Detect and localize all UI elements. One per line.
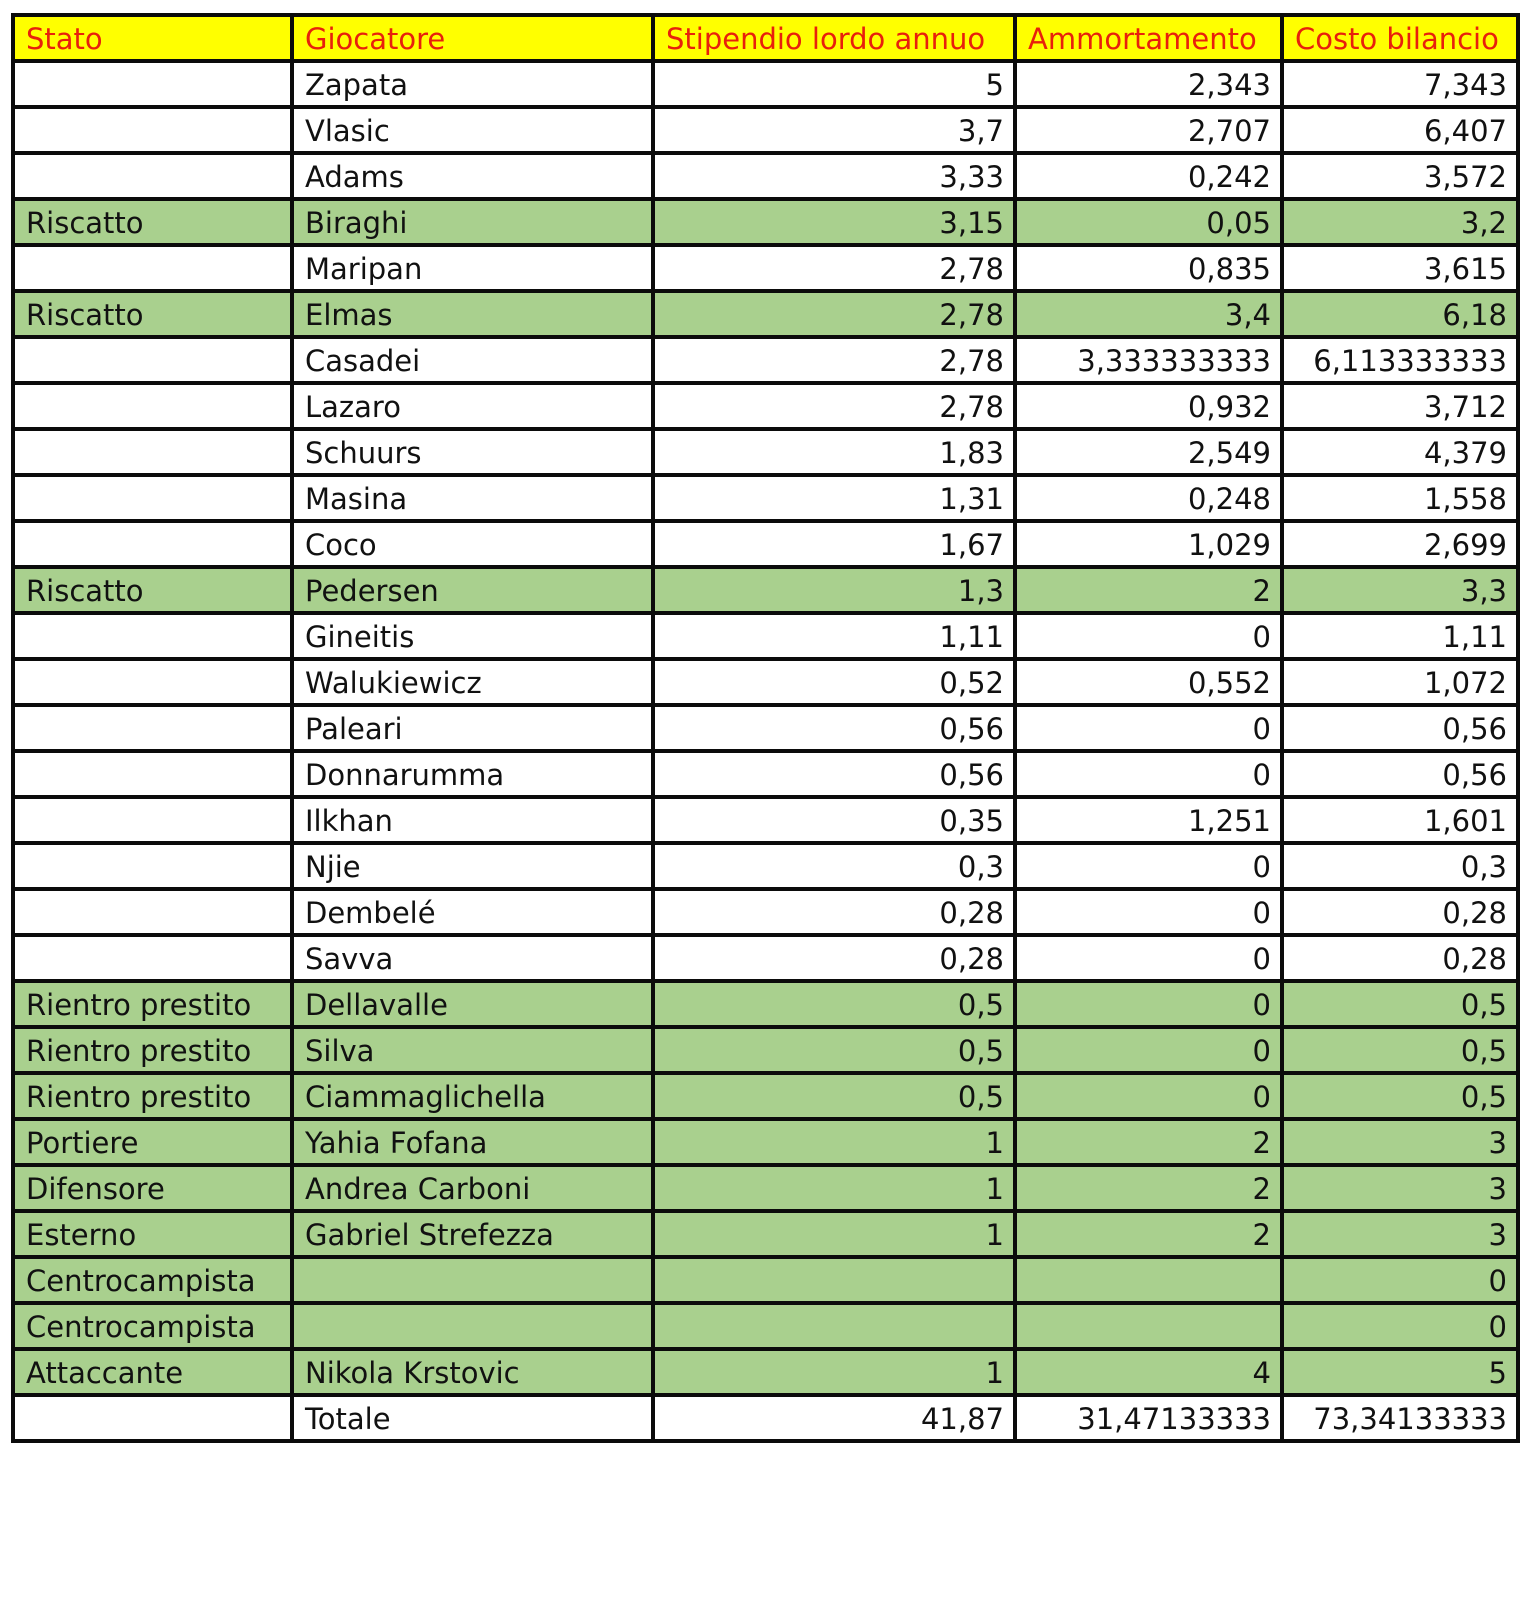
cell-giocatore[interactable]: Coco (292, 521, 653, 567)
cell-ammortamento[interactable]: 1,029 (1015, 521, 1282, 567)
cell-costo-bilancio[interactable]: 5 (1282, 1349, 1518, 1395)
cell-stato[interactable]: Rientro prestito (13, 1073, 292, 1119)
cell-costo-bilancio[interactable]: 3,3 (1282, 567, 1518, 613)
header-costo-bilancio[interactable]: Costo bilancio (1282, 15, 1518, 61)
table-row (13, 935, 1518, 981)
cell-stipendio[interactable]: 1,31 (653, 475, 1015, 521)
cell-costo-bilancio[interactable]: 3,712 (1282, 383, 1518, 429)
cell-ammortamento[interactable]: 2,707 (1015, 107, 1282, 153)
cell-stipendio[interactable]: 1 (653, 1165, 1015, 1211)
table-row (13, 1073, 1518, 1119)
cell-stipendio[interactable]: 0,35 (653, 797, 1015, 843)
cell-costo-bilancio[interactable]: 0 (1282, 1303, 1518, 1349)
cell-stipendio[interactable]: 2,78 (653, 383, 1015, 429)
cell-giocatore[interactable]: Njie (292, 843, 653, 889)
cell-ammortamento[interactable]: 3,333333333 (1015, 337, 1282, 383)
cell-giocatore[interactable]: Zapata (292, 61, 653, 107)
player-cost-table (11, 13, 1520, 1443)
cell-stato[interactable] (13, 889, 292, 935)
cell-giocatore[interactable]: Dellavalle (292, 981, 653, 1027)
cell-costo-bilancio[interactable]: 6,113333333 (1282, 337, 1518, 383)
table-row (13, 843, 1518, 889)
cell-giocatore[interactable]: Ilkhan (292, 797, 653, 843)
cell-stipendio[interactable]: 0,5 (653, 1073, 1015, 1119)
table-row (13, 567, 1518, 613)
cell-costo-bilancio[interactable]: 1,072 (1282, 659, 1518, 705)
table-row (13, 1303, 1518, 1349)
cell-stato[interactable] (13, 429, 292, 475)
cell-ammortamento[interactable]: 0 (1015, 751, 1282, 797)
cell-stipendio[interactable]: 0,5 (653, 981, 1015, 1027)
cell-costo-bilancio[interactable]: 0,28 (1282, 889, 1518, 935)
cell-stipendio[interactable]: 1,11 (653, 613, 1015, 659)
cell-costo-bilancio[interactable]: 1,558 (1282, 475, 1518, 521)
cell-giocatore[interactable]: Andrea Carboni (292, 1165, 653, 1211)
table-row (13, 659, 1518, 705)
cell-ammortamento[interactable]: 0 (1015, 1073, 1282, 1119)
cell-costo-bilancio[interactable]: 73,34133333 (1282, 1395, 1518, 1441)
cell-costo-bilancio[interactable]: 3,572 (1282, 153, 1518, 199)
table-row (13, 429, 1518, 475)
cell-ammortamento[interactable]: 0,05 (1015, 199, 1282, 245)
cell-stato[interactable] (13, 245, 292, 291)
cell-ammortamento[interactable]: 2 (1015, 1165, 1282, 1211)
cell-giocatore[interactable]: Lazaro (292, 383, 653, 429)
cell-ammortamento[interactable]: 31,47133333 (1015, 1395, 1282, 1441)
cell-stipendio[interactable]: 0,28 (653, 935, 1015, 981)
table-row (13, 1165, 1518, 1211)
cell-stato[interactable] (13, 705, 292, 751)
table-row (13, 1211, 1518, 1257)
table-row (13, 107, 1518, 153)
cell-costo-bilancio[interactable]: 0 (1282, 1257, 1518, 1303)
cell-giocatore[interactable]: Vlasic (292, 107, 653, 153)
cell-stato[interactable]: Centrocampista (13, 1303, 292, 1349)
cell-stipendio[interactable]: 3,15 (653, 199, 1015, 245)
cell-stato[interactable] (13, 1395, 292, 1441)
cell-stipendio[interactable]: 3,7 (653, 107, 1015, 153)
table-row (13, 889, 1518, 935)
table-row (13, 199, 1518, 245)
cell-stato[interactable]: Attaccante (13, 1349, 292, 1395)
cell-stipendio[interactable]: 1 (653, 1349, 1015, 1395)
cell-stipendio[interactable] (653, 1257, 1015, 1303)
cell-stipendio[interactable] (653, 1303, 1015, 1349)
cell-stato[interactable]: Esterno (13, 1211, 292, 1257)
header-stipendio[interactable]: Stipendio lordo annuo (653, 15, 1015, 61)
cell-stipendio[interactable]: 0,28 (653, 889, 1015, 935)
cell-costo-bilancio[interactable]: 3,615 (1282, 245, 1518, 291)
cell-ammortamento[interactable] (1015, 1257, 1282, 1303)
table-row (13, 1257, 1518, 1303)
header-row (13, 15, 1518, 61)
cell-costo-bilancio[interactable]: 6,18 (1282, 291, 1518, 337)
cell-costo-bilancio[interactable]: 3 (1282, 1119, 1518, 1165)
cell-giocatore[interactable]: Pedersen (292, 567, 653, 613)
table-row (13, 705, 1518, 751)
cell-costo-bilancio[interactable]: 0,5 (1282, 981, 1518, 1027)
cell-stato[interactable]: Rientro prestito (13, 1027, 292, 1073)
cell-ammortamento[interactable]: 3,4 (1015, 291, 1282, 337)
table-row (13, 245, 1518, 291)
cell-giocatore[interactable] (292, 1303, 653, 1349)
cell-ammortamento[interactable]: 0 (1015, 843, 1282, 889)
table-row (13, 981, 1518, 1027)
cell-stipendio[interactable]: 1,83 (653, 429, 1015, 475)
cell-stipendio[interactable]: 2,78 (653, 337, 1015, 383)
cell-stato[interactable] (13, 383, 292, 429)
cell-stato[interactable]: Portiere (13, 1119, 292, 1165)
cell-stato[interactable]: Riscatto (13, 567, 292, 613)
cell-giocatore[interactable]: Paleari (292, 705, 653, 751)
cell-ammortamento[interactable]: 0 (1015, 705, 1282, 751)
cell-giocatore[interactable]: Maripan (292, 245, 653, 291)
cell-ammortamento[interactable]: 2,549 (1015, 429, 1282, 475)
cell-giocatore[interactable]: Silva (292, 1027, 653, 1073)
header-giocatore[interactable]: Giocatore (292, 15, 653, 61)
cell-ammortamento[interactable]: 0 (1015, 613, 1282, 659)
table-row (13, 613, 1518, 659)
cell-stipendio[interactable]: 0,5 (653, 1027, 1015, 1073)
cell-stipendio[interactable]: 5 (653, 61, 1015, 107)
cell-ammortamento[interactable]: 1,251 (1015, 797, 1282, 843)
table-row (13, 153, 1518, 199)
cell-stato[interactable] (13, 521, 292, 567)
cell-costo-bilancio[interactable]: 0,3 (1282, 843, 1518, 889)
cell-costo-bilancio[interactable]: 6,407 (1282, 107, 1518, 153)
cell-ammortamento[interactable]: 0 (1015, 935, 1282, 981)
cell-stipendio[interactable]: 2,78 (653, 245, 1015, 291)
cell-ammortamento[interactable]: 0 (1015, 1027, 1282, 1073)
cell-stato[interactable]: Difensore (13, 1165, 292, 1211)
cell-costo-bilancio[interactable]: 7,343 (1282, 61, 1518, 107)
cell-giocatore[interactable]: Gabriel Strefezza (292, 1211, 653, 1257)
cell-stipendio[interactable]: 1,67 (653, 521, 1015, 567)
cell-ammortamento[interactable]: 0,242 (1015, 153, 1282, 199)
cell-stato[interactable] (13, 337, 292, 383)
cell-ammortamento[interactable]: 0,932 (1015, 383, 1282, 429)
cell-giocatore[interactable]: Nikola Krstovic (292, 1349, 653, 1395)
cell-giocatore[interactable]: Elmas (292, 291, 653, 337)
cell-stipendio[interactable]: 0,52 (653, 659, 1015, 705)
cell-stipendio[interactable]: 0,56 (653, 705, 1015, 751)
cell-stipendio[interactable]: 2,78 (653, 291, 1015, 337)
cell-stipendio[interactable]: 0,56 (653, 751, 1015, 797)
table-row (13, 1027, 1518, 1073)
cell-stipendio[interactable]: 1 (653, 1119, 1015, 1165)
cell-giocatore[interactable]: Walukiewicz (292, 659, 653, 705)
cell-stipendio[interactable]: 3,33 (653, 153, 1015, 199)
cell-ammortamento[interactable]: 2 (1015, 1211, 1282, 1257)
table-row (13, 797, 1518, 843)
cell-giocatore[interactable]: Casadei (292, 337, 653, 383)
cell-giocatore[interactable]: Schuurs (292, 429, 653, 475)
cell-ammortamento[interactable]: 2 (1015, 1119, 1282, 1165)
cell-ammortamento[interactable]: 2,343 (1015, 61, 1282, 107)
cell-giocatore[interactable]: Totale (292, 1395, 653, 1441)
cell-stipendio[interactable]: 41,87 (653, 1395, 1015, 1441)
cell-giocatore[interactable]: Gineitis (292, 613, 653, 659)
cell-costo-bilancio[interactable]: 3 (1282, 1165, 1518, 1211)
cell-giocatore[interactable]: Dembelé (292, 889, 653, 935)
cell-costo-bilancio[interactable]: 0,5 (1282, 1073, 1518, 1119)
cell-costo-bilancio[interactable]: 3 (1282, 1211, 1518, 1257)
table-row (13, 1119, 1518, 1165)
cell-giocatore[interactable]: Adams (292, 153, 653, 199)
cell-giocatore[interactable]: Biraghi (292, 199, 653, 245)
cell-giocatore[interactable]: Ciammaglichella (292, 1073, 653, 1119)
cell-stato[interactable] (13, 613, 292, 659)
cell-ammortamento[interactable]: 0 (1015, 981, 1282, 1027)
cell-giocatore[interactable]: Savva (292, 935, 653, 981)
table-row (13, 475, 1518, 521)
table-row (13, 751, 1518, 797)
cell-costo-bilancio[interactable]: 1,601 (1282, 797, 1518, 843)
cell-giocatore[interactable] (292, 1257, 653, 1303)
cell-giocatore[interactable]: Masina (292, 475, 653, 521)
cell-stato[interactable] (13, 659, 292, 705)
cell-giocatore[interactable]: Donnarumma (292, 751, 653, 797)
header-ammortamento[interactable]: Ammortamento (1015, 15, 1282, 61)
cell-costo-bilancio[interactable]: 0,28 (1282, 935, 1518, 981)
cell-stato[interactable] (13, 153, 292, 199)
cell-stato[interactable]: Riscatto (13, 199, 292, 245)
cell-ammortamento[interactable]: 4 (1015, 1349, 1282, 1395)
cell-stato[interactable] (13, 797, 292, 843)
cell-costo-bilancio[interactable]: 1,11 (1282, 613, 1518, 659)
cell-ammortamento[interactable] (1015, 1303, 1282, 1349)
table-row (13, 383, 1518, 429)
cell-costo-bilancio[interactable]: 0,5 (1282, 1027, 1518, 1073)
cell-ammortamento[interactable]: 0,552 (1015, 659, 1282, 705)
cell-stipendio[interactable]: 1 (653, 1211, 1015, 1257)
total-row (13, 1395, 1518, 1441)
cell-ammortamento[interactable]: 0,835 (1015, 245, 1282, 291)
cell-costo-bilancio[interactable]: 0,56 (1282, 705, 1518, 751)
cell-stato[interactable] (13, 475, 292, 521)
cell-costo-bilancio[interactable]: 3,2 (1282, 199, 1518, 245)
cell-stato[interactable] (13, 751, 292, 797)
cell-stipendio[interactable]: 1,3 (653, 567, 1015, 613)
cell-stato[interactable] (13, 935, 292, 981)
cell-stato[interactable]: Centrocampista (13, 1257, 292, 1303)
table-row (13, 291, 1518, 337)
cell-ammortamento[interactable]: 0,248 (1015, 475, 1282, 521)
cell-stato[interactable]: Rientro prestito (13, 981, 292, 1027)
cell-stipendio[interactable]: 0,3 (653, 843, 1015, 889)
header-stato[interactable]: Stato (13, 15, 292, 61)
cell-stato[interactable] (13, 843, 292, 889)
cell-costo-bilancio[interactable]: 4,379 (1282, 429, 1518, 475)
cell-giocatore[interactable]: Yahia Fofana (292, 1119, 653, 1165)
spreadsheet (11, 13, 1520, 1443)
cell-stato[interactable] (13, 107, 292, 153)
cell-costo-bilancio[interactable]: 2,699 (1282, 521, 1518, 567)
table-body (13, 61, 1518, 1441)
cell-ammortamento[interactable]: 0 (1015, 889, 1282, 935)
cell-stato[interactable] (13, 61, 292, 107)
cell-ammortamento[interactable]: 2 (1015, 567, 1282, 613)
table-row (13, 521, 1518, 567)
table-row (13, 337, 1518, 383)
table-row (13, 61, 1518, 107)
table-row (13, 1349, 1518, 1395)
cell-costo-bilancio[interactable]: 0,56 (1282, 751, 1518, 797)
cell-stato[interactable]: Riscatto (13, 291, 292, 337)
